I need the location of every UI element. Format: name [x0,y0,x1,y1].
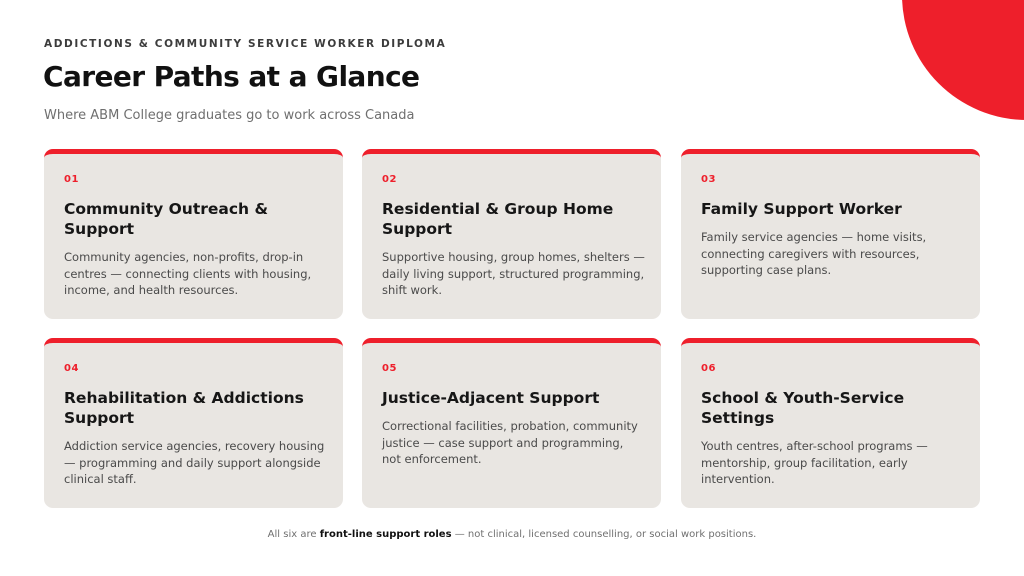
card-description: Supportive housing, group homes, shelters — daily living support, structured programming, shift work. [382,250,645,297]
program-eyebrow: ADDICTIONS & COMMUNITY SERVICE WORKER DIPLOMA [44,38,447,50]
card-description: Family service agencies — home visits, connecting caregivers with resources, supporting case plans. [701,230,927,277]
card-title: School & Youth-Service Settings [701,389,905,427]
card-description: Youth centres, after-school programs — mentorship, group facilitation, early intervention. [701,439,928,486]
career-card-justice-adjacent [362,338,661,508]
card-description: Correctional facilities, probation, community justice — case support and programming, not enforcement. [382,419,638,466]
career-card-community-outreach [44,149,343,319]
card-number: 02 [382,174,398,185]
card-description: Addiction service agencies, recovery housing — programming and daily support alongside clinical staff. [64,439,325,486]
footer-note [0,529,1024,540]
card-description: Community agencies, non-profits, drop-in centres — connecting clients with housing, income, and health resources. [64,250,312,297]
card-title: Rehabilitation & Addictions Support [64,389,304,427]
card-number: 01 [64,174,80,185]
card-number: 03 [701,174,717,185]
career-card-rehabilitation-addictions [44,338,343,508]
career-card-family-support [681,149,980,319]
career-card-school-youth-service [681,338,980,508]
card-title: Residential & Group Home Support [382,200,614,238]
footer-suffix: — not clinical, licensed counselling, or social work positions. [454,529,757,540]
footer-prefix: All six are [267,529,317,540]
card-number: 06 [701,363,717,374]
card-title: Justice-Adjacent Support [382,389,600,407]
card-title: Family Support Worker [701,200,902,218]
footer-emphasis: front-line support roles [319,529,452,540]
card-number: 04 [64,363,80,374]
card-number: 05 [382,363,398,374]
page-title: Career Paths at a Glance [43,60,420,93]
career-card-residential-group-home [362,149,661,319]
page-subtitle: Where ABM College graduates go to work across Canada [44,108,415,123]
card-title: Community Outreach & Support [64,200,268,238]
decorative-corner-circle [902,0,1024,120]
